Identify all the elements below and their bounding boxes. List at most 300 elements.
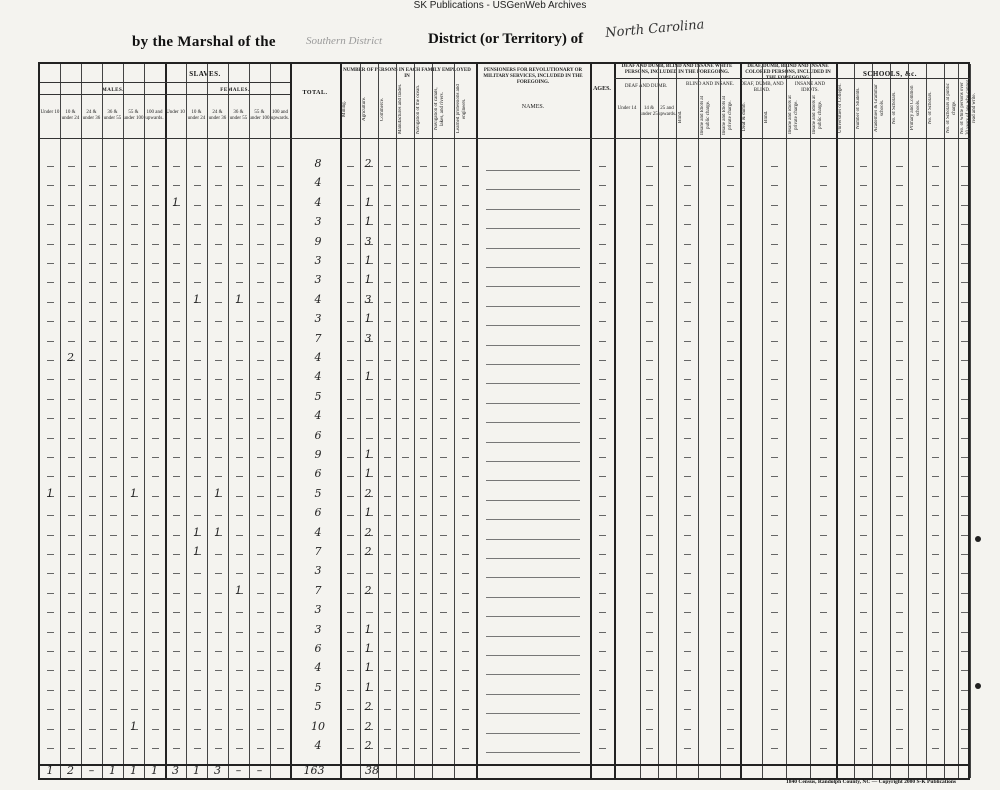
empty-dash	[89, 302, 96, 303]
empty-dash	[896, 709, 903, 710]
empty-dash	[89, 438, 96, 439]
empty-dash	[384, 244, 391, 245]
empty-dash	[347, 593, 354, 594]
empty-dash	[236, 244, 243, 245]
empty-dash	[961, 185, 968, 186]
empty-dash	[771, 554, 778, 555]
empty-dash	[896, 282, 903, 283]
empty-dash	[462, 593, 469, 594]
empty-dash	[384, 224, 391, 225]
empty-dash	[236, 535, 243, 536]
empty-dash	[257, 224, 264, 225]
male-age-header: 10 & under 24	[61, 110, 80, 121]
empty-dash	[684, 244, 691, 245]
pensioner-name-line	[486, 267, 580, 268]
empty-dash	[347, 554, 354, 555]
empty-dash	[771, 496, 778, 497]
empty-dash	[215, 185, 222, 186]
pensioner-name-line	[486, 228, 580, 229]
empty-dash	[215, 418, 222, 419]
empty-dash	[727, 341, 734, 342]
pensioner-name-line	[486, 480, 580, 481]
empty-dash	[47, 573, 54, 574]
empty-dash	[646, 476, 653, 477]
pensioner-name-line	[486, 636, 580, 637]
school-header: Universities or Colleges.	[838, 83, 843, 133]
employment-header: Learned professions and engineers.	[456, 84, 467, 134]
school-header: No. of Scholars.	[928, 91, 933, 125]
empty-dash	[961, 729, 968, 730]
empty-dash	[68, 399, 75, 400]
empty-dash	[384, 166, 391, 167]
agriculture-value: 2	[364, 739, 372, 752]
empty-dash	[771, 185, 778, 186]
empty-dash	[932, 709, 939, 710]
empty-dash	[215, 593, 222, 594]
empty-dash	[47, 166, 54, 167]
empty-dash	[194, 185, 201, 186]
empty-dash	[440, 360, 447, 361]
agriculture-value: 2	[364, 157, 372, 170]
empty-dash	[402, 282, 409, 283]
empty-dash	[684, 205, 691, 206]
empty-dash	[820, 302, 827, 303]
empty-dash	[820, 457, 827, 458]
empty-dash	[932, 418, 939, 419]
empty-dash	[420, 632, 427, 633]
empty-dash	[646, 321, 653, 322]
page-title-left: by the Marshal of the	[132, 34, 276, 50]
empty-dash	[820, 418, 827, 419]
empty-dash	[110, 515, 117, 516]
empty-dash	[194, 379, 201, 380]
empty-dash	[215, 709, 222, 710]
empty-dash	[131, 476, 138, 477]
empty-dash	[131, 185, 138, 186]
empty-dash	[277, 573, 284, 574]
agriculture-value: 3	[364, 234, 372, 248]
empty-dash	[152, 535, 159, 536]
empty-dash	[89, 748, 96, 749]
slave-count-value: 1	[172, 195, 179, 209]
empty-dash	[110, 263, 117, 264]
empty-dash	[47, 379, 54, 380]
empty-dash	[961, 457, 968, 458]
empty-dash	[402, 341, 409, 342]
empty-dash	[173, 321, 180, 322]
empty-dash	[462, 709, 469, 710]
empty-dash	[173, 690, 180, 691]
empty-dash	[684, 612, 691, 613]
colored-deaf-blind-header: Blind.	[764, 110, 769, 124]
empty-dash	[462, 476, 469, 477]
total-slave-cell: –	[256, 764, 263, 777]
empty-dash	[860, 282, 867, 283]
empty-dash	[727, 554, 734, 555]
empty-dash	[440, 515, 447, 516]
empty-dash	[215, 321, 222, 322]
empty-dash	[131, 515, 138, 516]
empty-dash	[194, 670, 201, 671]
agriculture-value: 1	[364, 506, 372, 520]
empty-dash	[420, 709, 427, 710]
empty-dash	[152, 632, 159, 633]
empty-dash	[215, 379, 222, 380]
empty-dash	[347, 496, 354, 497]
empty-dash	[47, 729, 54, 730]
empty-dash	[152, 185, 159, 186]
empty-dash	[194, 360, 201, 361]
colored-insane-header: Insane and idiots at public charge.	[812, 95, 823, 135]
column-rule	[228, 64, 229, 778]
empty-dash	[646, 282, 653, 283]
empty-dash	[47, 224, 54, 225]
total-header: TOTAL.	[302, 90, 328, 96]
empty-dash	[684, 399, 691, 400]
empty-dash	[152, 321, 159, 322]
empty-dash	[277, 379, 284, 380]
empty-dash	[646, 729, 653, 730]
empty-dash	[896, 593, 903, 594]
empty-dash	[215, 341, 222, 342]
empty-dash	[173, 670, 180, 671]
empty-dash	[152, 709, 159, 710]
pensioner-name-line	[486, 519, 580, 520]
empty-dash	[727, 321, 734, 322]
empty-dash	[194, 282, 201, 283]
empty-dash	[366, 573, 373, 574]
total-value: 3	[314, 564, 322, 578]
empty-dash	[646, 709, 653, 710]
empty-dash	[47, 418, 54, 419]
empty-dash	[932, 379, 939, 380]
empty-dash	[727, 379, 734, 380]
empty-dash	[215, 244, 222, 245]
empty-dash	[110, 224, 117, 225]
empty-dash	[932, 554, 939, 555]
empty-dash	[771, 690, 778, 691]
empty-dash	[384, 748, 391, 749]
schools-header: SCHOOLS, &c.	[862, 70, 918, 78]
empty-dash	[402, 690, 409, 691]
empty-dash	[194, 612, 201, 613]
deaf-dumb-header: DEAF AND DUMB.	[624, 84, 668, 89]
column-rule	[658, 64, 659, 778]
empty-dash	[896, 748, 903, 749]
empty-dash	[215, 690, 222, 691]
empty-dash	[860, 244, 867, 245]
empty-dash	[727, 399, 734, 400]
school-header: No. of Scholars.	[892, 91, 897, 125]
empty-dash	[89, 690, 96, 691]
empty-dash	[684, 341, 691, 342]
empty-dash	[236, 554, 243, 555]
empty-dash	[402, 360, 409, 361]
pensioner-name-line	[486, 325, 580, 326]
total-value: 3	[314, 254, 322, 267]
empty-dash	[684, 476, 691, 477]
empty-dash	[420, 593, 427, 594]
empty-dash	[89, 341, 96, 342]
empty-dash	[152, 399, 159, 400]
empty-dash	[347, 185, 354, 186]
empty-dash	[462, 418, 469, 419]
empty-dash	[860, 554, 867, 555]
empty-dash	[347, 263, 354, 264]
empty-dash	[277, 593, 284, 594]
empty-dash	[236, 205, 243, 206]
empty-dash	[462, 399, 469, 400]
empty-dash	[462, 302, 469, 303]
empty-dash	[89, 593, 96, 594]
empty-dash	[47, 535, 54, 536]
empty-dash	[277, 709, 284, 710]
empty-dash	[68, 166, 75, 167]
empty-dash	[932, 205, 939, 206]
empty-dash	[384, 670, 391, 671]
empty-dash	[110, 418, 117, 419]
empty-dash	[440, 632, 447, 633]
empty-dash	[89, 166, 96, 167]
empty-dash	[684, 224, 691, 225]
pensioner-name-line	[486, 500, 580, 501]
school-header: Primary and Common schools.	[910, 85, 921, 131]
total-value: 7	[314, 331, 322, 345]
agriculture-value: 1	[364, 661, 372, 675]
empty-dash	[727, 748, 734, 749]
empty-dash	[89, 418, 96, 419]
empty-dash	[152, 476, 159, 477]
empty-dash	[89, 496, 96, 497]
empty-dash	[257, 632, 264, 633]
empty-dash	[194, 224, 201, 225]
empty-dash	[47, 185, 54, 186]
slaves-header: SLAVES.	[189, 70, 221, 78]
empty-dash	[599, 185, 606, 186]
empty-dash	[347, 729, 354, 730]
empty-dash	[110, 360, 117, 361]
empty-dash	[277, 632, 284, 633]
empty-dash	[684, 379, 691, 380]
empty-dash	[440, 729, 447, 730]
empty-dash	[727, 224, 734, 225]
empty-dash	[257, 282, 264, 283]
empty-dash	[68, 593, 75, 594]
total-value: 6	[314, 467, 322, 481]
slave-count-value: 1	[235, 583, 242, 597]
empty-dash	[932, 651, 939, 652]
total-value: 4	[314, 661, 322, 675]
empty-dash	[727, 438, 734, 439]
empty-dash	[366, 418, 373, 419]
empty-dash	[420, 457, 427, 458]
empty-dash	[684, 690, 691, 691]
male-age-header: 24 & under 36	[82, 110, 101, 121]
empty-dash	[236, 748, 243, 749]
empty-dash	[194, 709, 201, 710]
empty-dash	[173, 554, 180, 555]
empty-dash	[347, 476, 354, 477]
male-age-header: 55 & under 100	[123, 110, 144, 121]
empty-dash	[194, 515, 201, 516]
empty-dash	[860, 632, 867, 633]
empty-dash	[402, 729, 409, 730]
empty-dash	[277, 438, 284, 439]
empty-dash	[961, 321, 968, 322]
column-rule	[102, 64, 103, 778]
empty-dash	[599, 515, 606, 516]
empty-dash	[860, 670, 867, 671]
female-age-header: 100 and upwards.	[270, 110, 290, 121]
empty-dash	[771, 709, 778, 710]
column-rule	[908, 64, 909, 778]
total-value: 9	[314, 448, 322, 461]
pensioner-name-line	[486, 461, 580, 462]
empty-dash	[257, 244, 264, 245]
total-slave-cell: 1	[130, 764, 137, 777]
empty-dash	[420, 748, 427, 749]
empty-dash	[152, 457, 159, 458]
empty-dash	[462, 341, 469, 342]
school-header: Academies & Grammar schools.	[874, 84, 885, 132]
empty-dash	[236, 496, 243, 497]
empty-dash	[961, 709, 968, 710]
empty-dash	[896, 166, 903, 167]
empty-dash	[347, 224, 354, 225]
empty-dash	[684, 282, 691, 283]
empty-dash	[384, 302, 391, 303]
empty-dash	[646, 438, 653, 439]
column-rule	[854, 64, 855, 778]
empty-dash	[684, 709, 691, 710]
empty-dash	[961, 263, 968, 264]
empty-dash	[402, 670, 409, 671]
empty-dash	[347, 244, 354, 245]
empty-dash	[462, 360, 469, 361]
empty-dash	[771, 515, 778, 516]
empty-dash	[402, 593, 409, 594]
empty-dash	[277, 244, 284, 245]
empty-dash	[440, 379, 447, 380]
empty-dash	[771, 457, 778, 458]
column-rule	[836, 64, 838, 778]
empty-dash	[47, 670, 54, 671]
empty-dash	[860, 438, 867, 439]
empty-dash	[131, 166, 138, 167]
empty-dash	[440, 438, 447, 439]
empty-dash	[440, 593, 447, 594]
column-rule	[123, 64, 124, 778]
column-rule	[476, 64, 478, 778]
empty-dash	[277, 554, 284, 555]
empty-dash	[384, 729, 391, 730]
empty-dash	[961, 205, 968, 206]
empty-dash	[646, 573, 653, 574]
empty-dash	[89, 476, 96, 477]
empty-dash	[646, 457, 653, 458]
empty-dash	[402, 476, 409, 477]
empty-dash	[402, 457, 409, 458]
empty-dash	[384, 690, 391, 691]
empty-dash	[47, 632, 54, 633]
empty-dash	[896, 670, 903, 671]
empty-dash	[236, 651, 243, 652]
empty-dash	[896, 302, 903, 303]
empty-dash	[384, 535, 391, 536]
empty-dash	[347, 438, 354, 439]
empty-dash	[932, 729, 939, 730]
empty-dash	[727, 612, 734, 613]
empty-dash	[932, 535, 939, 536]
total-slave-cell: –	[88, 764, 95, 777]
empty-dash	[932, 457, 939, 458]
empty-dash	[599, 476, 606, 477]
empty-dash	[257, 457, 264, 458]
empty-dash	[402, 263, 409, 264]
empty-dash	[599, 573, 606, 574]
binder-hole	[975, 683, 981, 689]
agriculture-value: 1	[364, 448, 372, 461]
empty-dash	[820, 341, 827, 342]
empty-dash	[236, 263, 243, 264]
empty-dash	[860, 709, 867, 710]
empty-dash	[131, 399, 138, 400]
empty-dash	[47, 690, 54, 691]
empty-dash	[89, 612, 96, 613]
empty-dash	[860, 729, 867, 730]
empty-dash	[347, 515, 354, 516]
empty-dash	[68, 302, 75, 303]
empty-dash	[215, 302, 222, 303]
empty-dash	[347, 418, 354, 419]
empty-dash	[462, 224, 469, 225]
empty-dash	[68, 709, 75, 710]
empty-dash	[820, 593, 827, 594]
empty-dash	[440, 302, 447, 303]
empty-dash	[727, 515, 734, 516]
empty-dash	[173, 224, 180, 225]
empty-dash	[152, 690, 159, 691]
empty-dash	[684, 632, 691, 633]
empty-dash	[860, 573, 867, 574]
empty-dash	[68, 670, 75, 671]
empty-dash	[152, 670, 159, 671]
empty-dash	[599, 341, 606, 342]
empty-dash	[860, 748, 867, 749]
empty-dash	[384, 515, 391, 516]
empty-dash	[347, 321, 354, 322]
empty-dash	[932, 670, 939, 671]
empty-dash	[896, 185, 903, 186]
empty-dash	[47, 244, 54, 245]
empty-dash	[684, 593, 691, 594]
empty-dash	[462, 670, 469, 671]
deaf-white-header: DEAF AND DUMB, BLIND AND INSANE WHITE PERSONS, INCLUDED IN THE FOREGOING.	[621, 64, 733, 75]
empty-dash	[860, 496, 867, 497]
empty-dash	[646, 360, 653, 361]
empty-dash	[420, 612, 427, 613]
empty-dash	[820, 632, 827, 633]
empty-dash	[347, 748, 354, 749]
empty-dash	[152, 515, 159, 516]
empty-dash	[402, 399, 409, 400]
empty-dash	[194, 573, 201, 574]
empty-dash	[896, 651, 903, 652]
column-rule	[378, 64, 379, 778]
empty-dash	[89, 515, 96, 516]
agriculture-value: 2	[364, 583, 372, 597]
empty-dash	[599, 670, 606, 671]
